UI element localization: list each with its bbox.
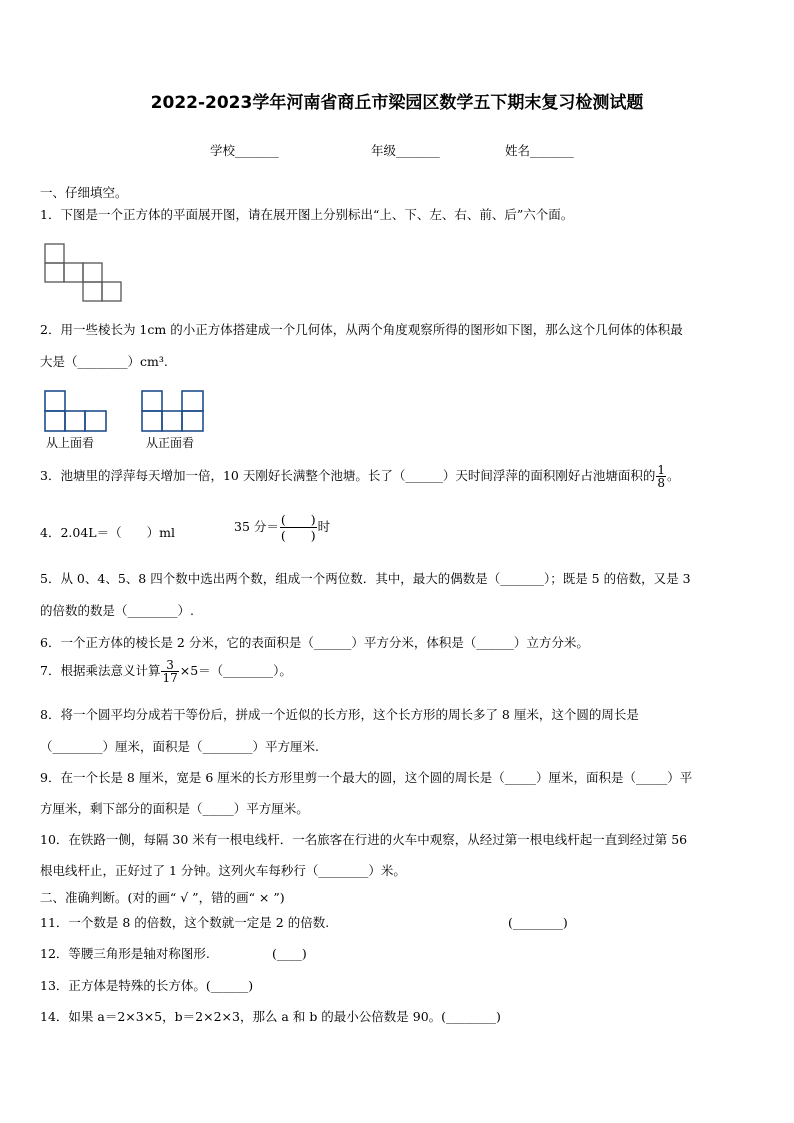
cube-net-figure [44,243,126,305]
question-9-line2: 方厘米，剩下部分的面积是（_____）平方厘米。 [40,801,309,816]
question-3-end: 。 [666,468,680,483]
question-4b [234,512,330,543]
question-2-line1: 2．用一些棱长为 1cm 的小正方体搭建成一个几何体，从两个角度观察所得的图形如下图，那么这个几何体的体积最 [40,322,683,337]
question-4b-unit: 时 [317,519,331,534]
question-5-line1: 5．从 0、4、5、8 四个数中选出两个数，组成一个两位数．其中，最大的偶数是（_______）；既是 5 的倍数，又是 3 [40,571,691,586]
question-9-line1: 9．在一个长是 8 厘米，宽是 6 厘米的长方形里剪一个最大的圆，这个圆的周长是（_____）厘米，面积是（_____）平 [40,770,693,785]
question-8-line2: （________）厘米，面积是（________）平方厘米. [40,739,319,754]
question-2-line2: 大是（________）cm³. [40,354,168,369]
school-blank: _______ [235,143,279,158]
grade-field[interactable] [371,141,440,159]
fraction-numerator: 3 [161,659,178,672]
question-12-answer[interactable]: (____) [272,946,307,961]
question-6: 6．一个正方体的棱长是 2 分米，它的表面积是（______）平方分米，体积是（______）立方分米。 [40,635,589,650]
name-blank: _______ [530,143,574,158]
question-5-line2: 的倍数的数是（________）. [40,603,194,618]
question-7-end: ×5＝（________）。 [179,663,292,678]
fraction-denominator: 8 [657,476,665,490]
question-11-answer[interactable]: (________) [508,915,568,930]
school-field[interactable] [210,141,279,159]
question-7 [40,659,292,684]
fraction-one-eighth [656,464,666,489]
question-3 [40,464,680,489]
page-title: 2022-2023学年河南省商丘市梁园区数学五下期末复习检测试题 [150,93,644,113]
school-label: 学校 [210,143,236,158]
fraction-3-17 [161,659,178,684]
question-10-line1: 10．在铁路一侧，每隔 30 米有一根电线杆．一名旅客在行进的火车中观察，从经过第一根电线杆起一直到经过第 56 [40,832,688,847]
question-10-line2: 根电线杆止，正好过了 1 分钟。这列火车每秒行（________）米。 [40,863,406,878]
fraction-denominator: 17 [162,671,178,685]
question-12: 12．等腰三角形是轴对称图形. [40,946,210,961]
question-4a: 4．2.04L＝（ ）ml [40,525,175,540]
fraction-denominator: ( ) [280,528,316,543]
question-1: 1．下图是一个正方体的平面展开图，请在展开图上分别标出“上、下、左、右、前、后”六个面。 [40,207,574,222]
front-view-figure [141,390,207,434]
question-14: 14．如果 a＝2×3×5，b＝2×2×3，那么 a 和 b 的最小公倍数是 90。(________) [40,1009,501,1024]
name-label: 姓名 [505,143,531,158]
section-fill-blank: 一、仔细填空。 [40,185,128,200]
name-field[interactable] [505,141,574,159]
section-true-false: 二、准确判断。(对的画“ √ ”，错的画“ × ”) [40,890,285,905]
fraction-numerator: ( ) [280,512,316,527]
grade-blank: _______ [396,143,440,158]
top-view-label: 从上面看 [46,436,95,450]
top-view-figure [44,390,110,434]
grade-label: 年级 [371,143,397,158]
question-13: 13．正方体是特殊的长方体。(______) [40,978,254,993]
question-7-text: 7．根据乘法意义计算 [40,663,161,678]
front-view-label: 从正面看 [146,436,195,450]
question-4b-text: 35 分＝ [234,519,279,534]
fraction-numerator: 1 [657,463,665,477]
question-3-text: 3．池塘里的浮萍每天增加一倍，10 天刚好长满整个池塘。长了（______）天时间浮萍的面积刚好占池塘面积的 [40,468,656,483]
question-8-line1: 8．将一个圆平均分成若干等份后，拼成一个近似的长方形，这个长方形的周长多了 8 厘米，这个圆的周长是 [40,707,639,722]
question-11: 11．一个数是 8 的倍数，这个数就一定是 2 的倍数. [40,915,330,930]
fraction-blank [280,512,317,543]
